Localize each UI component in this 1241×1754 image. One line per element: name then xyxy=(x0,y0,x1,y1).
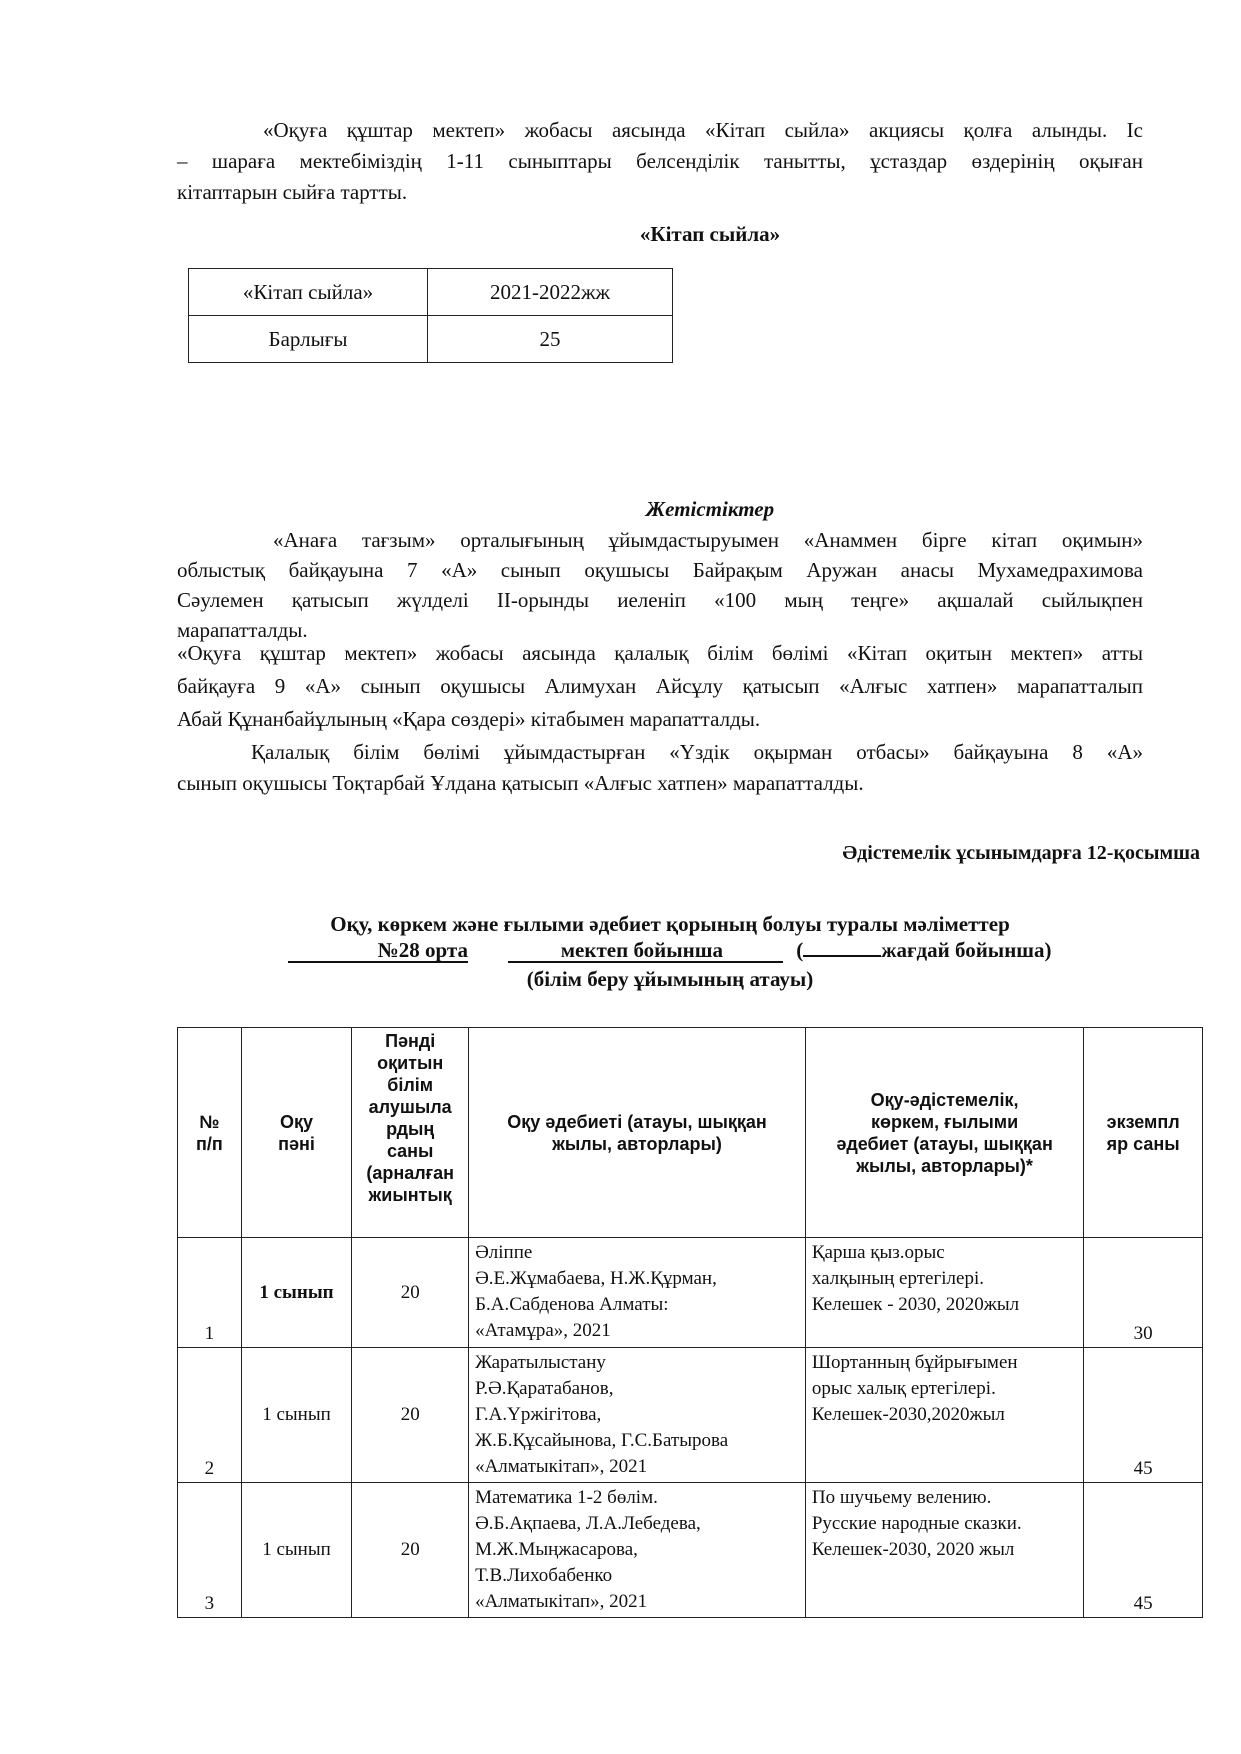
achievements-title: Жетістіктер xyxy=(645,497,775,521)
row-copies: 45 xyxy=(1084,1483,1203,1618)
report-subtitle: (білім беру ұйымының атауы) xyxy=(526,967,814,991)
org-rest: мектеп бойынша xyxy=(508,939,783,963)
header-method: Оқу-әдістемелік, көркем, ғылыми әдебиет (атауы, шыққан жылы, авторлары)* xyxy=(805,1028,1083,1238)
paragraph-line: байқауға 9 «А» сынып оқушысы Алимухан Айсұлу қатысып «Алғыс хатпен» марапатталып xyxy=(177,674,1143,698)
paragraph-line: марапатталды. xyxy=(177,618,308,642)
report-org-line xyxy=(288,938,1148,963)
header-subject: Оқу пәні xyxy=(241,1028,352,1238)
row-subject: 1 сынып xyxy=(241,1348,352,1483)
header-students: Пәнді оқитын білім алушыла рдың саны (арналған жиынтық xyxy=(352,1028,469,1238)
gift-table xyxy=(188,268,673,363)
row-copies: 30 xyxy=(1084,1238,1203,1348)
table-header-row xyxy=(178,1028,1203,1238)
row-method: Шортанның бұйрығымен орыс халық ертегілері. Келешек-2030,2020жыл xyxy=(805,1348,1083,1483)
date-suffix: жағдай бойынша) xyxy=(881,938,1052,962)
table-row xyxy=(189,316,673,363)
intro-line: кітаптарын сыйға тартты. xyxy=(177,180,408,204)
paragraph-line: Абай Құнанбайұлының «Қара сөздері» кітабымен марапатталды. xyxy=(177,707,761,731)
row-subject: 1 сынып xyxy=(241,1238,352,1348)
table-cell: Барлығы xyxy=(189,316,428,363)
row-textbook: Әліппе Ә.Е.Жұмабаева, Н.Ж.Құрман, Б.А.Сабденова Алматы: «Атамұра», 2021 xyxy=(469,1238,806,1348)
intro-paragraph xyxy=(177,115,1143,208)
row-copies: 45 xyxy=(1084,1348,1203,1483)
row-method: По шучьему велению. Русские народные сказки. Келешек-2030, 2020 жыл xyxy=(805,1483,1083,1618)
paragraph-line: сынып оқушысы Тоқтарбай Ұлдана қатысып «Алғыс хатпен» марапатталды. xyxy=(177,771,864,795)
paragraph-line: «Анаға тағзым» орталығының ұйымдастыруымен «Анаммен бірге кітап оқимын» xyxy=(273,528,1143,552)
table-row xyxy=(178,1483,1203,1618)
row-subject: 1 сынып xyxy=(241,1483,352,1618)
table-row xyxy=(178,1348,1203,1483)
row-method: Қарша қыз.орыс халқының ертегілері. Келешек - 2030, 2020жыл xyxy=(805,1238,1083,1348)
appendix-label: Әдістемелік ұсынымдарға 12-қосымша xyxy=(842,842,1200,864)
school-name: №28 орта xyxy=(288,939,468,963)
paragraph-line: Қалалық білім бөлімі ұйымдастырған «Үздік оқырман отбасы» байқауына 8 «А» xyxy=(251,740,1143,764)
intro-line: – шараға мектебіміздің 1-11 сыныптары белсенділік танытты, ұстаздар өздерінің оқыған xyxy=(177,149,1143,173)
table-cell: «Кітап сыйла» xyxy=(189,269,428,316)
table-cell: 2021-2022жж xyxy=(428,269,673,316)
row-students: 20 xyxy=(352,1483,469,1618)
achievements-paragraph-2 xyxy=(177,637,1143,736)
date-blank xyxy=(803,955,881,957)
paragraph-line: «Оқуға құштар мектеп» жобасы аясында қалалық білім бөлімі «Кітап оқитын мектеп» атты xyxy=(177,641,1143,665)
row-students: 20 xyxy=(352,1238,469,1348)
paragraph-line: Сәулемен қатысып жүлделі ІІ-орынды иеленіп «100 мың теңге» ақшалай сыйлықпен xyxy=(177,588,1143,612)
paragraph-line: облыстық байқауына 7 «А» сынып оқушысы Байрақым Аружан анасы Мухамедрахимова xyxy=(177,558,1143,582)
intro-line: «Оқуға құштар мектеп» жобасы аясында «Кітап сыйла» акциясы қолға алынды. Іс xyxy=(263,118,1143,142)
row-num: 1 xyxy=(178,1238,242,1348)
achievements-paragraph-1 xyxy=(177,525,1143,645)
row-textbook: Жаратылыстану Р.Ә.Қаратабанов, Г.А.Үржігітова, Ж.Б.Құсайынова, Г.С.Батырова «Алматыкітап», 2021 xyxy=(469,1348,806,1483)
report-title: Оқу, көркем және ғылыми әдебиет қорының болуы туралы мәліметтер xyxy=(330,912,1010,936)
header-num: № п/п xyxy=(178,1028,242,1238)
row-num: 2 xyxy=(178,1348,242,1483)
header-copies: экземпл яр саны xyxy=(1084,1028,1203,1238)
achievements-paragraph-3 xyxy=(177,737,1143,799)
row-num: 3 xyxy=(178,1483,242,1618)
table-cell: 25 xyxy=(428,316,673,363)
table-row xyxy=(178,1238,1203,1348)
row-students: 20 xyxy=(352,1348,469,1483)
table-row xyxy=(189,269,673,316)
header-textbook: Оқу әдебиеті (атауы, шыққан жылы, авторлары) xyxy=(469,1028,806,1238)
paren-open: ( xyxy=(796,938,804,962)
row-textbook: Математика 1-2 бөлім. Ә.Б.Ақпаева, Л.А.Лебедева, М.Ж.Мыңжасарова, Т.В.Лихобабенко «Алматыкітап», 2021 xyxy=(469,1483,806,1618)
gift-title: «Кітап сыйла» xyxy=(639,222,781,246)
literature-table xyxy=(177,1027,1203,1618)
